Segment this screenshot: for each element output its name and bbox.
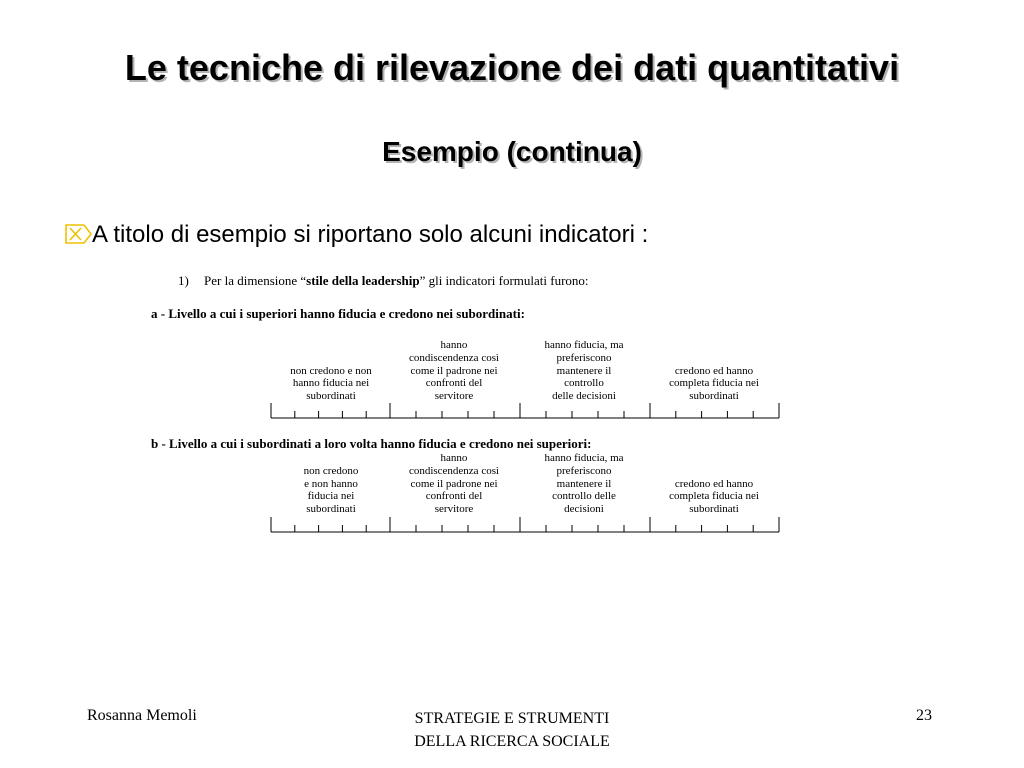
section_a-column-label-3: hanno fiducia, ma preferiscono mantenere il controllo delle decisioni: [544, 339, 624, 403]
section-a-heading: a - Livello a cui i superiori hanno fiducia e credono nei subordinati:: [151, 306, 525, 321]
section_b-column-label-2: hanno condiscendenza così come il padrone nei confronti del servitore: [408, 452, 500, 516]
footer-author: Rosanna Memoli: [87, 707, 197, 724]
section_b-column-label-1: non credono e non hanno fiducia nei subordinati: [303, 464, 359, 516]
slide-title: Le tecniche di rilevazione dei dati quantitativi: [124, 47, 900, 88]
section-b-scale: [271, 517, 779, 532]
section_a-column-label-1: non credono e non hanno fiducia nei subordinati: [290, 364, 372, 403]
slide-subtitle: Esempio (continua): [382, 136, 642, 167]
footer-course: STRATEGIE E STRUMENTI DELLA RICERCA SOCIALE: [414, 710, 610, 750]
section_a-column-label-2: hanno condiscendenza così come il padrone nei confronti del servitore: [408, 339, 500, 403]
bullet-text: A titolo di esempio si riportano solo alcuni indicatori :: [92, 221, 649, 248]
section_b-column-label-3: hanno fiducia, ma preferiscono mantenere il controllo delle decisioni: [544, 452, 624, 516]
item-suffix: ” gli indicatori formulati furono:: [419, 273, 589, 288]
item-prefix: Per la dimensione “: [204, 273, 307, 288]
section_a-column-label-4: credono ed hanno completa fiducia nei subordinati: [669, 364, 759, 403]
footer-page-number: 23: [916, 707, 932, 724]
section-b-heading: b - Livello a cui i subordinati a loro volta hanno fiducia e credono nei superiori:: [151, 436, 592, 451]
item-emphasis: stile della leadership: [306, 273, 420, 288]
section-a-scale: [271, 403, 779, 418]
section_b-column-label-4: credono ed hanno completa fiducia nei subordinati: [669, 477, 759, 516]
item-number: 1): [178, 273, 189, 288]
